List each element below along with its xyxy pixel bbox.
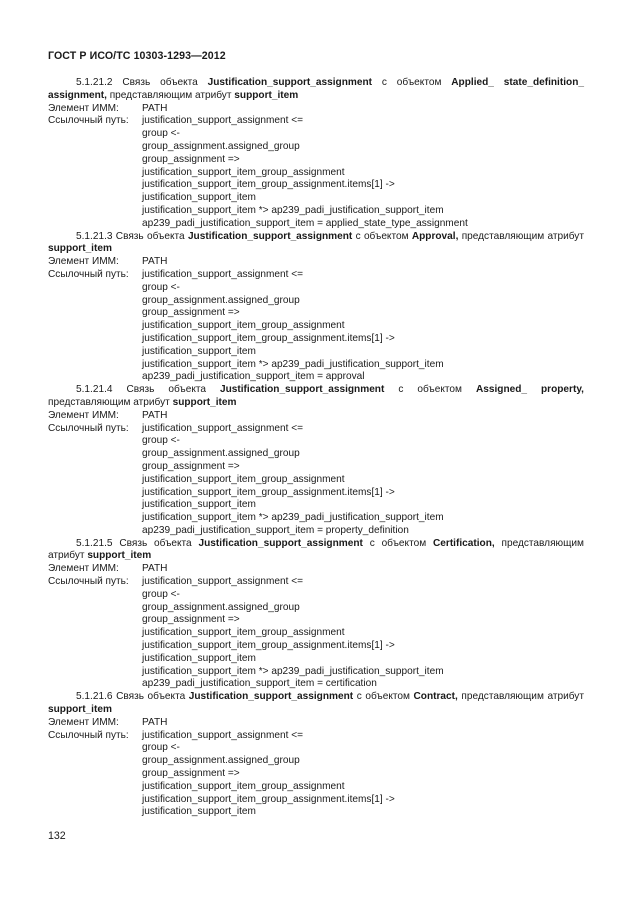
path-line: group <- xyxy=(142,588,180,600)
path-line: group_assignment.assigned_group xyxy=(142,601,300,613)
target-entity: Applied_ state_definition_ assignment, xyxy=(48,77,584,101)
path-line: justification_support_assignment <= xyxy=(142,729,304,741)
path-line: justification_support_item xyxy=(142,806,256,818)
section-heading: 5.1.21.2 Связь объекта Justification_support_assignment с объектом Applied_ state_definition_ assignment, представляющим атрибут support_item xyxy=(48,77,584,101)
target-entity: Assigned_ property, xyxy=(475,384,584,396)
path-line: ap239_padi_justification_support_item = applied_state_type_assignment xyxy=(142,217,468,229)
entity-name: Justification_support_assignment xyxy=(187,230,353,242)
element-value: PATH xyxy=(142,563,168,575)
path-line: justification_support_item_group_assignment.items[1] -> xyxy=(142,793,395,805)
section-number: 5.1.21.6 xyxy=(76,691,113,703)
path-label: Ссылочный путь: xyxy=(48,422,129,434)
path-line: group_assignment => xyxy=(142,768,240,780)
path-line: group <- xyxy=(142,281,180,293)
path-line: justification_support_item *> ap239_padi_justification_support_item xyxy=(142,358,444,370)
path-line: ap239_padi_justification_support_item = approval xyxy=(142,371,365,383)
path-line: ap239_padi_justification_support_item = certification xyxy=(142,678,377,690)
element-value: PATH xyxy=(142,256,168,268)
path-line: justification_support_assignment <= xyxy=(142,576,304,588)
element-row xyxy=(48,410,584,423)
attribute-name: support_item xyxy=(87,550,152,562)
path-label: Ссылочный путь: xyxy=(48,729,129,741)
path-line: group_assignment.assigned_group xyxy=(142,140,300,152)
path-label: Ссылочный путь: xyxy=(48,576,129,588)
section-heading: 5.1.21.3 Связь объекта Justification_support_assignment с объектом Approval, представляющим атрибут support_item xyxy=(48,230,584,255)
entity-name: Justification_support_assignment xyxy=(220,384,385,396)
target-entity: Approval, xyxy=(411,230,459,242)
section-heading: 5.1.21.6 Связь объекта Justification_support_assignment с объектом Contract, представляющим атрибут support_item xyxy=(48,691,584,716)
path-line: justification_support_item_group_assignment xyxy=(142,473,345,485)
element-label: Элемент ИММ: xyxy=(48,409,119,421)
page-number: 132 xyxy=(48,830,66,842)
section-number: 5.1.21.2 xyxy=(76,77,113,88)
element-row xyxy=(48,103,584,116)
path-line: group_assignment => xyxy=(142,307,240,319)
path-line: group_assignment.assigned_group xyxy=(142,448,300,460)
attribute-name: support_item xyxy=(172,396,237,408)
path-line: justification_support_item xyxy=(142,192,256,204)
path-line: justification_support_item_group_assignment xyxy=(142,780,345,792)
path-line: group <- xyxy=(142,435,180,447)
element-value: PATH xyxy=(142,102,168,114)
path-line: justification_support_item_group_assignment.items[1] -> xyxy=(142,179,395,191)
path-line: justification_support_assignment <= xyxy=(142,422,304,434)
path-line: justification_support_item_group_assignment.items[1] -> xyxy=(142,640,395,652)
path-line: group <- xyxy=(142,742,180,754)
target-entity: Contract, xyxy=(413,691,458,703)
entity-name: Justification_support_assignment xyxy=(188,691,354,703)
path-label: Ссылочный путь: xyxy=(48,268,129,280)
element-value: PATH xyxy=(142,716,168,728)
element-label: Элемент ИММ: xyxy=(48,563,119,575)
path-line: justification_support_item_group_assignment xyxy=(142,627,345,639)
mapping-section xyxy=(48,231,584,385)
path-row xyxy=(48,576,584,589)
path-line: group_assignment => xyxy=(142,614,240,626)
section-heading: 5.1.21.4 Связь объекта Justification_support_assignment с объектом Assigned_ property, представляющим атрибут support_item xyxy=(48,384,584,408)
entity-name: Justification_support_assignment xyxy=(198,537,363,549)
path-line: justification_support_item *> ap239_padi_justification_support_item xyxy=(142,204,444,216)
document-header: ГОСТ Р ИСО/ТС 10303-1293—2012 xyxy=(48,50,226,62)
element-row xyxy=(48,563,584,576)
target-entity: Certification, xyxy=(432,537,495,549)
path-line: justification_support_item xyxy=(142,652,256,664)
path-line: justification_support_item_group_assignment xyxy=(142,320,345,332)
path-row xyxy=(48,730,584,743)
element-value: PATH xyxy=(142,409,168,421)
section-number: 5.1.21.3 xyxy=(76,230,113,242)
section-number: 5.1.21.4 xyxy=(76,384,113,396)
path-line: group_assignment => xyxy=(142,460,240,472)
section-heading: 5.1.21.5 Связь объекта Justification_support_assignment с объектом Certification, представляющим атрибут support_item xyxy=(48,537,584,562)
path-line: justification_support_assignment <= xyxy=(142,268,304,280)
path-line: justification_support_item_group_assignment xyxy=(142,166,345,178)
mapping-section xyxy=(48,77,584,231)
element-row xyxy=(48,256,584,269)
path-line: group <- xyxy=(142,128,180,140)
path-label: Ссылочный путь: xyxy=(48,115,129,127)
mapping-section xyxy=(48,384,584,538)
path-line: ap239_padi_justification_support_item = property_definition xyxy=(142,524,409,536)
attribute-name: support_item xyxy=(234,89,299,101)
path-line: justification_support_item *> ap239_padi_justification_support_item xyxy=(142,512,444,524)
path-line: justification_support_item xyxy=(142,499,256,511)
path-row xyxy=(48,423,584,436)
attribute-name: support_item xyxy=(48,243,112,255)
path-row xyxy=(48,115,584,128)
path-line: justification_support_assignment <= xyxy=(142,115,304,127)
element-label: Элемент ИММ: xyxy=(48,716,119,728)
entity-name: Justification_support_assignment xyxy=(207,77,372,88)
path-line: justification_support_item *> ap239_padi_justification_support_item xyxy=(142,665,444,677)
element-label: Элемент ИММ: xyxy=(48,102,119,114)
attribute-name: support_item xyxy=(48,704,112,716)
path-line: justification_support_item xyxy=(142,345,256,357)
element-label: Элемент ИММ: xyxy=(48,256,119,268)
path-line: justification_support_item_group_assignment.items[1] -> xyxy=(142,486,395,498)
mapping-section xyxy=(48,691,584,819)
path-line: group_assignment.assigned_group xyxy=(142,755,300,767)
path-line: justification_support_item_group_assignment.items[1] -> xyxy=(142,332,395,344)
path-line: group_assignment.assigned_group xyxy=(142,294,300,306)
path-row xyxy=(48,269,584,282)
element-row xyxy=(48,717,584,730)
section-number: 5.1.21.5 xyxy=(76,537,113,549)
document-body xyxy=(48,77,584,819)
mapping-section xyxy=(48,538,584,692)
path-line: group_assignment => xyxy=(142,153,240,165)
